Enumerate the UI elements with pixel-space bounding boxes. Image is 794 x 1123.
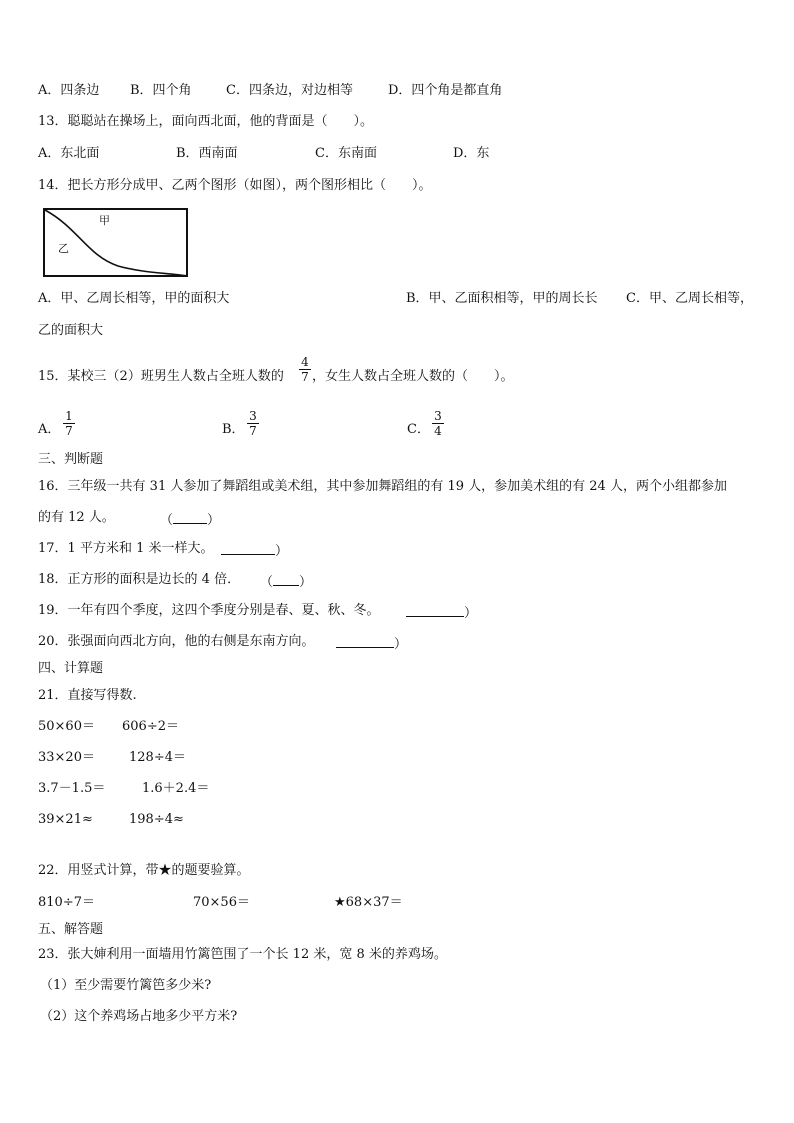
fraction-numerator: 3: [247, 409, 259, 424]
q12-option-c: C．四条边，对边相等: [226, 83, 353, 98]
q14-option-c: C．甲、乙周长相等，: [626, 291, 753, 306]
fraction-denominator: 7: [65, 424, 73, 438]
q23-sub2: （2）这个养鸡场占地多少平方米?: [40, 1009, 238, 1024]
q21-item: 1.6＋2.4＝: [142, 781, 210, 796]
rectangle-figure: [43, 208, 189, 278]
q16-line2: 的有 12 人。: [38, 510, 115, 525]
q15-option-c-fraction: [432, 409, 444, 438]
section-heading-judgement: 三、判断题: [38, 452, 104, 467]
paren-close: ）: [275, 544, 289, 559]
q22-problem-verify: ★68×37＝: [334, 895, 403, 910]
q14-option-c-cont: 乙的面积大: [38, 323, 104, 338]
q21-item: 33×20＝: [38, 750, 95, 765]
q21-stem: 21．直接写得数.: [38, 688, 137, 703]
q17-answer-blank[interactable]: [217, 540, 288, 561]
q13-option-d: D．东: [453, 146, 490, 161]
q21-item: 39×21≈: [38, 812, 93, 827]
fraction-numerator: 3: [432, 409, 444, 424]
fraction-numerator: 4: [299, 355, 311, 370]
q15-option-c-label: C．: [407, 422, 430, 437]
q16-line1: 16．三年级一共有 31 人参加了舞蹈组或美术组，其中参加舞蹈组的有 19 人，参加美术组的有 24 人，两个小组都参加: [38, 479, 727, 494]
label-yi: 乙: [58, 242, 69, 255]
q21-item: 50×60＝: [38, 719, 95, 734]
q16-answer-blank[interactable]: [160, 509, 220, 530]
fraction-denominator: 7: [249, 424, 257, 438]
paren-close: ）: [394, 637, 408, 652]
q15-option-b-fraction: [247, 409, 259, 438]
q21-item: 198÷4≈: [129, 812, 184, 827]
q15-option-a-label: A．: [38, 422, 61, 437]
q14-option-a: A．甲、乙周长相等，甲的面积大: [38, 291, 230, 306]
q15-option-a-fraction: [63, 409, 75, 438]
paren-close: ）: [207, 513, 221, 528]
q20-answer-blank[interactable]: [334, 633, 407, 654]
q13-option-c: C．东南面: [315, 146, 377, 161]
paren-open: （: [260, 575, 274, 590]
fraction-denominator: 7: [301, 370, 309, 384]
q15-stem-before: 15．某校三（2）班男生人数占全班人数的: [38, 369, 284, 384]
q13-option-a: A．东北面: [38, 146, 100, 161]
q19-stem: 19．一年有四个季度，这四个季度分别是春、夏、秋、冬。: [38, 603, 380, 618]
q22-problem: 810÷7＝: [38, 895, 95, 910]
q12-option-d: D．四个角是都直角: [388, 83, 503, 98]
fraction-numerator: 1: [63, 409, 75, 424]
q13-option-b: B．西南面: [176, 146, 238, 161]
q22-stem: 22．用竖式计算，带★的题要验算。: [38, 863, 250, 878]
paren-close: ）: [299, 575, 313, 590]
section-heading-calculation: 四、计算题: [38, 661, 104, 676]
q14-stem: 14．把长方形分成甲、乙两个图形（如图），两个图形相比（ ）。: [38, 178, 432, 193]
paren-close: ）: [464, 606, 478, 621]
q15-stem-fraction: [299, 355, 311, 384]
q21-item: 606÷2＝: [122, 719, 179, 734]
label-jia: 甲: [99, 214, 110, 227]
q21-item: 128÷4＝: [129, 750, 186, 765]
q12-option-b: B．四个角: [130, 83, 192, 98]
q17-stem: 17．1 平方米和 1 米一样大。: [38, 541, 214, 556]
q20-stem: 20．张强面向西北方向，他的右侧是东南方向。: [38, 634, 315, 649]
section-heading-word-problems: 五、解答题: [38, 922, 104, 937]
q23-stem: 23．张大婶利用一面墙用竹篱笆围了一个长 12 米，宽 8 米的养鸡场。: [38, 947, 447, 962]
q12-option-a: A．四条边: [38, 83, 100, 98]
fraction-denominator: 4: [434, 424, 442, 438]
q18-answer-blank[interactable]: [260, 571, 312, 592]
q23-sub1: （1）至少需要竹篱笆多少米?: [40, 978, 212, 993]
q13-stem: 13．聪聪站在操场上，面向西北面，他的背面是（ ）。: [38, 114, 374, 129]
q21-item: 3.7－1.5＝: [38, 781, 106, 796]
q19-answer-blank[interactable]: [404, 602, 477, 623]
q14-option-b: B．甲、乙面积相等，甲的周长长: [406, 291, 598, 306]
paren-open: （: [160, 513, 174, 528]
q15-stem-after: ，女生人数占全班人数的（ ）。: [312, 369, 514, 384]
q22-problem: 70×56＝: [193, 895, 250, 910]
q15-option-b-label: B．: [222, 422, 245, 437]
q18-stem: 18．正方形的面积是边长的 4 倍．: [38, 572, 241, 587]
